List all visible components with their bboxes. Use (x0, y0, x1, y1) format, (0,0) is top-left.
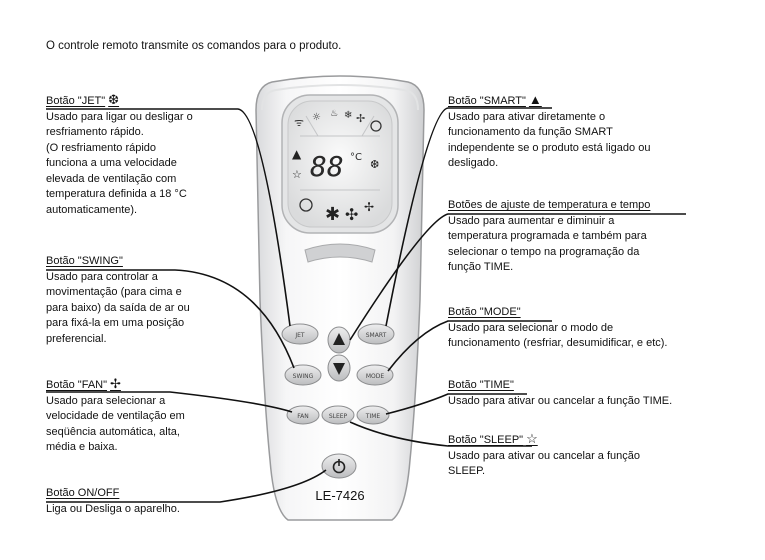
sleep-line: Usado para ativar ou cancelar a função (448, 449, 641, 462)
fan-line: seqüência automática, alta, (46, 425, 180, 438)
temp-title: Botões de ajuste de temperatura e tempo (448, 199, 651, 211)
jet-line: temperatura definida a 18 °C (46, 188, 187, 200)
jet-leader-line (46, 109, 290, 326)
swing-line: movimentação (para cima e (46, 286, 182, 298)
temperature-unit: °C (350, 152, 362, 163)
fan-high-display-icon: ✢ (364, 200, 375, 214)
jet-line: resfriamento rápido. (46, 126, 144, 138)
jet-line: Usado para ligar ou desligar o (46, 110, 193, 123)
swing-title: Botão "SWING" (46, 255, 123, 267)
jet-line: elevada de ventilação com (46, 172, 177, 185)
warning-triangle-icon: ▲ (528, 92, 542, 107)
intro-text: O controle remoto transmite os comandos para o produto. (46, 40, 342, 52)
swing-line: para fixá-la em uma posição (46, 317, 185, 329)
smart-line: funcionamento da função SMART (448, 126, 613, 138)
fan-icon: ✢ (110, 376, 121, 391)
jet-line: automaticamente). (46, 203, 138, 216)
fan-leader-line (46, 392, 292, 412)
jet-title: Botão "JET" (46, 95, 106, 107)
fan-title: Botão "FAN" (46, 379, 108, 391)
temp-line: selecionar o tempo na programação da (448, 245, 640, 258)
sleep-button-label: SLEEP (328, 413, 348, 420)
jet-button-label: JET (295, 332, 305, 339)
sun-icon: ☼ (312, 112, 321, 123)
fan-line: Usado para selecionar a (46, 394, 166, 407)
model-label: LE-7426 (315, 488, 365, 503)
time-line: Usado para ativar ou cancelar a função TIME. (448, 394, 673, 407)
temperature-digits: 88 (310, 150, 344, 183)
smart-display-icon: ▲ (292, 147, 302, 161)
smart-button-label: SMART (365, 332, 387, 339)
swing-leader-line (46, 270, 294, 368)
fan-display-icon: ✢ (356, 112, 366, 125)
fan-line: média e baixa. (46, 441, 118, 453)
time-button-label: TIME (365, 413, 381, 420)
temp-line: função TIME. (448, 261, 514, 273)
fan-button-label: FAN (297, 413, 309, 420)
snowflake-icon: ❆ (108, 92, 120, 107)
sleep-title: Botão "SLEEP" (448, 434, 524, 446)
jet-line: funciona a uma velocidade (46, 157, 177, 169)
onoff-line: Liga ou Desliga o aparelho. (46, 502, 180, 515)
swing-button-label: SWING (292, 373, 314, 380)
swing-line: preferencial. (46, 332, 107, 345)
jet-line: (O resfriamento rápido (46, 141, 157, 154)
star-icon: ☆ (526, 431, 538, 446)
time-title: Botão "TIME" (448, 379, 514, 391)
swing-line: Usado para controlar a (46, 270, 158, 283)
snow-icon: ❄ (344, 110, 353, 121)
sleep-line: SLEEP. (448, 465, 486, 477)
mode-line: funcionamento (resfriar, desumidificar, e etc). (448, 337, 668, 349)
sleep-display-icon: ☆ (292, 168, 302, 181)
fan-mid-display-icon: ✣ (345, 205, 359, 224)
mode-line: Usado para selecionar o modo de (448, 321, 614, 334)
drop-icon: ♨ (330, 109, 339, 119)
temp-line: Usado para aumentar e diminuir a (448, 214, 615, 227)
temp-line: temperatura programada e também para (448, 230, 647, 242)
mode-title: Botão "MODE" (448, 306, 521, 318)
fan-line: velocidade de ventilação em (46, 410, 185, 422)
fan-low-display-icon: ✱ (325, 204, 341, 225)
smart-line: Usado para ativar diretamente o (448, 110, 606, 123)
wifi-icon: ᯤ (294, 116, 305, 129)
jet-display-icon: ❆ (370, 158, 380, 171)
mode-button-label: MODE (365, 373, 385, 380)
smart-line: desligado. (448, 157, 499, 169)
swing-line: para baixo) da saída de ar ou (46, 301, 190, 314)
onoff-title: Botão ON/OFF (46, 487, 120, 499)
smart-title: Botão "SMART" (448, 95, 526, 107)
smart-line: independente se o produto está ligado ou (448, 141, 651, 154)
